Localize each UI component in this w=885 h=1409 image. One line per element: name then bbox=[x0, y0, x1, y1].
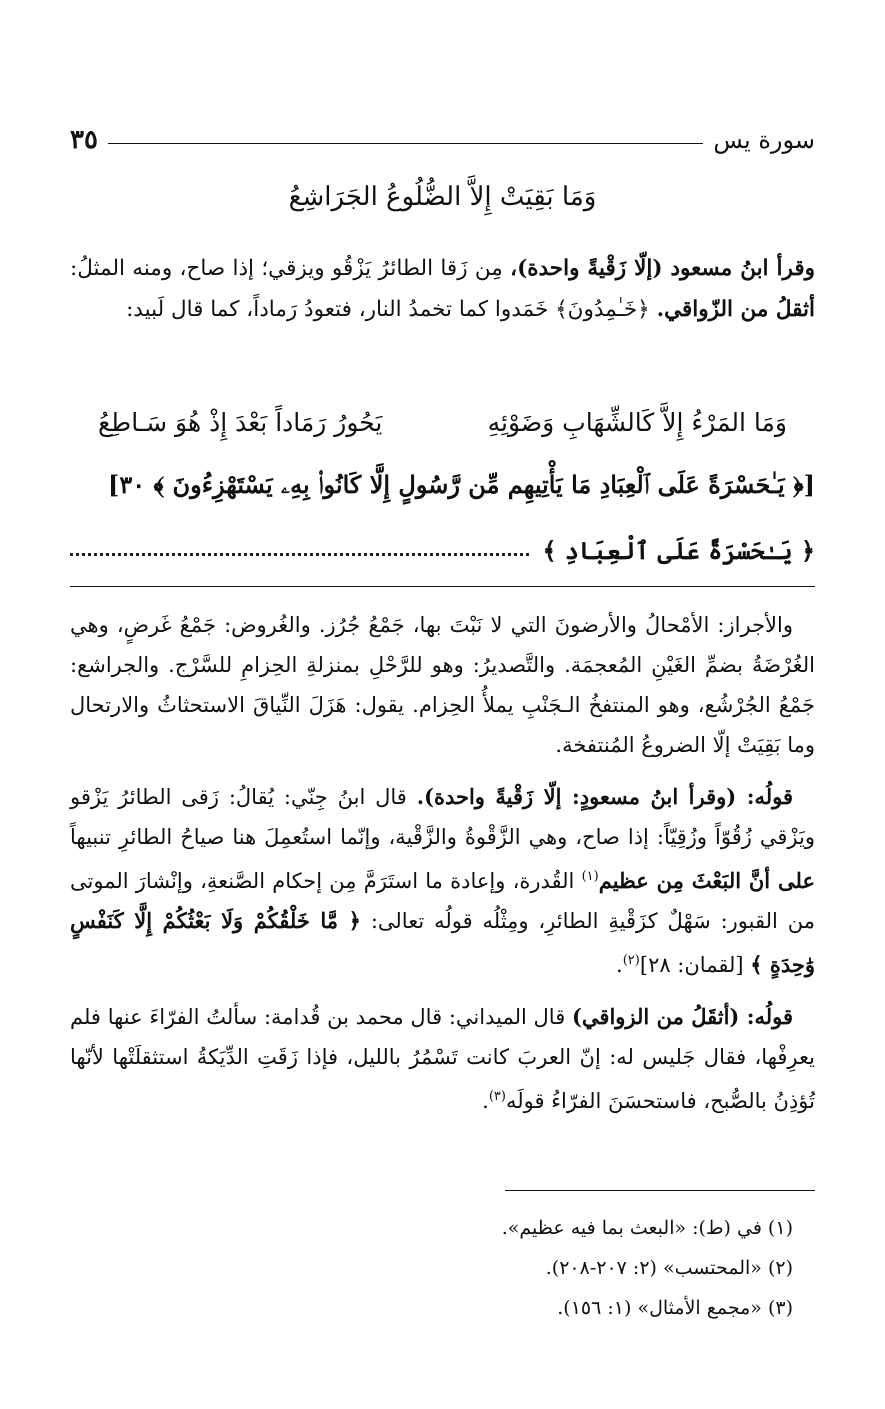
quran-heading-text: ﴿ يَـٰحَسْرَةً عَلَى ٱلْعِبَادِ ﴾ bbox=[542, 536, 815, 565]
commentary-text: قال ابنُ جِنّي: يُقالُ: زَقى الطائرُ يَزْقو ويَزْقي زُقُوّاً وزُقِيّاً: إذا صاح، وهي الزَّقْوةُ والزَّقْية، وإنّما استُعمِلَ هنا صياحُ الطائرِ تنبيهاً bbox=[70, 785, 815, 849]
header-rule bbox=[108, 143, 703, 144]
main-paragraph bbox=[70, 248, 815, 330]
quran-heading bbox=[70, 536, 815, 565]
commentary-paragraph bbox=[70, 777, 815, 985]
main-text-part: ﴿خَـٰمِدُونَ﴾ خَمَدوا كما تخمدُ النار، فتعودُ رَماداً، كما قال لَبيد: bbox=[126, 297, 657, 322]
footnote-marker: (٣) bbox=[488, 1089, 506, 1104]
quran-reference: [لقمان: ٢٨] bbox=[639, 953, 751, 977]
commentary-text: القُدرة، وإعادة ما استَرَمَّ مِن إحكام الصَّنعةِ، وإنْشارَ الموتى من القبور: سَهْلٌ كزَقْيةِ الطائرِ، ومِثْلُه قولُه تعالى: bbox=[70, 869, 815, 933]
quran-verse: [﴿ يَـٰحَسْرَةً عَلَى ٱلْعِبَادِ مَا يَأْتِيهِم مِّن رَّسُولٍ إِلَّا كَانُوا۟ بِهِۦ يَسْتَهْزِءُونَ ﴾ ٣٠] bbox=[108, 470, 815, 499]
poem-verse bbox=[70, 408, 815, 437]
punctuation: . bbox=[616, 953, 623, 977]
footnotes bbox=[70, 1208, 815, 1328]
commentary-emphasis: على أنَّ البَعْثَ مِن عظيم bbox=[598, 868, 815, 893]
footnote-item: (١) في (ط): «البعث بما فيه عظيم». bbox=[501, 1217, 793, 1239]
footnote-marker: (٢) bbox=[622, 953, 640, 968]
section-separator bbox=[70, 586, 815, 587]
reading-ibn-masud: وقرأ ابنُ مسعود (إلّا زَقْيةً واحدة)، bbox=[510, 256, 815, 281]
poem-hemistich-first: وَمَا المَرْءُ إِلاَّ كَالشِّهَابِ وَضَوْئِهِ bbox=[487, 408, 787, 437]
footnote-rule bbox=[505, 1190, 815, 1191]
punctuation: . bbox=[482, 1089, 489, 1113]
page-number: ٣٥ bbox=[70, 125, 98, 155]
running-title: سورة يس bbox=[713, 126, 815, 154]
page-header bbox=[70, 118, 815, 162]
commentary-paragraph: والأجراز: الأمْحالُ والأرضونَ التي لا نَبْتَ بها، جَمْعُ جُرُز. والغُروض: جَمْعُ غَرضٍ، وهي الغُرْضَةُ بضمِّ الغَيْنِ المُعجمَة. والتَّصديرُ: وهو للرَّحْلِ بمنزلةِ الحِزامِ للسَّرْج. والجراشع: جَمْعُ الجُرْشُع، وهو المنتفخُ الـجَنْبِ يملأُ الحِزام. يقول: هَزَلَ النِّياقَ الاستحثاثُ والارتحال وما بَقِيَتْ إلّا الضروعُ المُنتفخة. bbox=[70, 613, 815, 757]
footnote-item: (٢) «المحتسب» (٢: ٢٠٧-٢٠٨). bbox=[545, 1257, 793, 1279]
poem-hemistich-second: يَحُورُ رَمَاداً بَعْدَ إِذْ هُوَ سَـاطِعُ bbox=[98, 408, 383, 437]
commentary-text: قال الميداني: قال محمد بن قُدامة: سألتُ الفرّاءَ عنها فلم يعرِفْها، فقال جَليس له: إنّ العربَ كانت تَسْمُرُ بالليل، فإذا زَقَتِ الدِّيَكةُ استثقلَتْها لأنّها تُؤذِنُ بالصُّبح، فاستحسَنَ الفرّاءُ قولَه bbox=[70, 1005, 815, 1113]
commentary-lead: قولُه: (أثقَلُ من الزواقي) bbox=[571, 1004, 793, 1029]
footnote-item: (٣) «مجمع الأمثال» (١: ١٥٦). bbox=[557, 1297, 793, 1319]
quran-quote: ﴿ مَّا خَلْقُكُمْ وَلَا بَعْثُكُمْ إِلَّا كَنَفْسٍ وَٰحِدَةٍ ﴾ bbox=[70, 908, 815, 977]
poetry-line-top: وَمَا بَقِيَتْ إِلاَّ الضُّلُوعُ الجَرَاشِعُ bbox=[288, 182, 597, 212]
footnote-marker: (١) bbox=[581, 869, 599, 884]
proverb: أثقلُ من الزّواقي. bbox=[656, 297, 815, 322]
commentary-lead: قولُه: (وقرأ ابنُ مسعودٍ: إلّا زَقْيةً واحدة). bbox=[416, 784, 793, 809]
dotted-leader bbox=[70, 545, 529, 556]
commentary-paragraph bbox=[70, 997, 815, 1121]
commentary bbox=[70, 605, 815, 1133]
main-text-part: مِن زَقا الطائرُ يَزْقُو ويزقي؛ إذا صاح، ومنه المثلُ: bbox=[70, 256, 511, 281]
